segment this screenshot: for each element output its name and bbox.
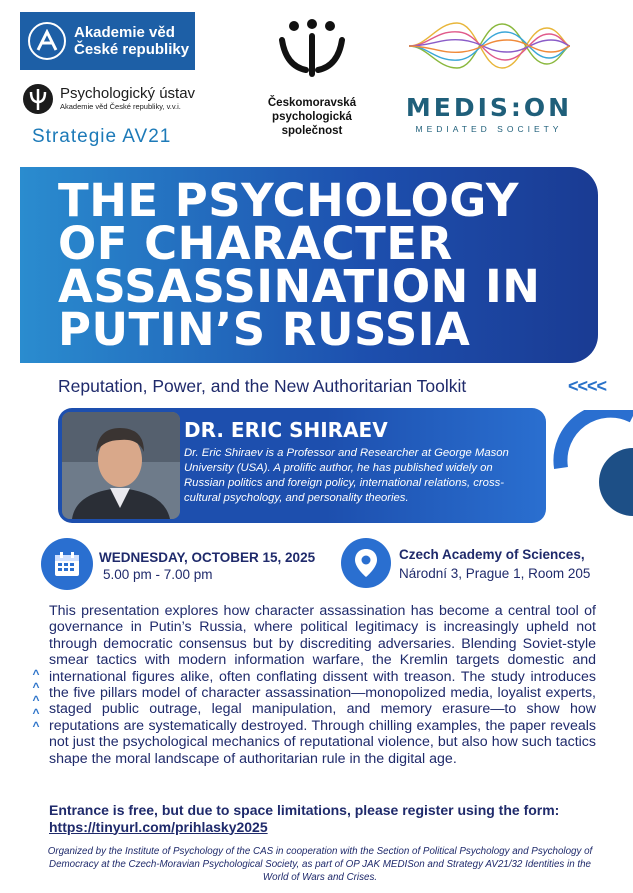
registration-notice xyxy=(49,802,609,835)
psychology-institute-logo xyxy=(22,82,195,116)
registration-text: Entrance is free, but due to space limitations, please register using the form: xyxy=(49,802,560,818)
calendar-icon xyxy=(41,538,93,590)
location-pin-icon xyxy=(341,538,391,588)
cmps-line2: psychologická xyxy=(272,111,352,123)
cmps-line1: Českomoravská xyxy=(267,97,357,109)
cmps-line3: společnost xyxy=(281,125,343,137)
event-subtitle: Reputation, Power, and the New Authoritarian Toolkit xyxy=(58,376,467,396)
cmps-figures-icon xyxy=(272,18,352,78)
chevrons-up-icon: ^ ^ ^ ^ ^ xyxy=(32,667,40,733)
decorative-arc-icon xyxy=(553,410,633,520)
medison-subtitle: MEDIATED SOCIETY xyxy=(415,124,563,134)
title-banner xyxy=(20,167,598,363)
medison-word: MEDIS:ON xyxy=(405,93,573,122)
speaker-card xyxy=(58,408,546,523)
medison-logo xyxy=(404,18,574,134)
event-place: Czech Academy of Sciences, xyxy=(399,547,585,562)
academy-of-sciences-logo xyxy=(20,12,195,70)
speaker-bio: Dr. Eric Shiraev is a Professor and Researcher at George Mason University (USA). A prolific author, he has published widely on Russian politics and foreign policy, international relations, cross-cultural psychology, and personality theories. xyxy=(184,447,509,504)
chevrons-left-icon: <<<< xyxy=(568,376,607,396)
speaker-photo xyxy=(62,412,180,519)
speaker-name: DR. ERIC SHIRAEV xyxy=(184,418,388,442)
academy-a-icon xyxy=(28,22,66,60)
av-name-line2: České republiky xyxy=(74,41,190,58)
event-title: THE PSYCHOLOGY OF CHARACTER ASSASSINATION IN PUTIN’S RUSSIA xyxy=(58,174,541,356)
event-time: 5.00 pm - 7.00 pm xyxy=(103,567,213,582)
organizer-footer: Organized by the Institute of Psychology of the CAS in cooperation with the Section of Political Psychology and Psychology of Democracy at the Czech-Moravian Psychological Society, as part of OP JAK MEDISon and Strategy AV21/32 Identities in the World of Wars and Crises. xyxy=(47,846,593,883)
event-address: Národní 3, Prague 1, Room 205 xyxy=(399,566,591,581)
event-date: WEDNESDAY, OCTOBER 15, 2025 xyxy=(99,550,316,565)
av-name-line1: Akademie věd xyxy=(74,24,175,41)
psi-icon xyxy=(22,83,54,115)
abstract-text: This presentation explores how character assassination has become a central tool of governance in Putin’s Russia, where political legitimacy is increasingly upheld not through democratic consensus but by discrediting adversaries. Blending Soviet-style smear tactics with modern information warfare, the Kremlin targets domestic and international figures alike, often conflating dissent with treason. The study introduces the five pillars model of character assassination—monopolized media, loyalist experts, staged public outrage, legal manipulation, and memory erasure—to show how reputations are systematically destroyed. Through chilling examples, the paper reveals not just the psychological mechanics of reputational violence, but also how such tactics shape the moral landscape of authoritarian rule in the digital age. xyxy=(49,603,596,767)
medison-wave-icon xyxy=(407,18,572,74)
strategie-av21-logo: Strategie AV21 xyxy=(32,126,172,147)
cmps-logo xyxy=(262,18,362,138)
pu-subtitle: Akademie věd České republiky, v.v.i. xyxy=(60,102,181,111)
registration-link[interactable]: https://tinyurl.com/prihlasky2025 xyxy=(49,818,268,835)
pu-title: Psychologický ústav xyxy=(60,85,196,102)
